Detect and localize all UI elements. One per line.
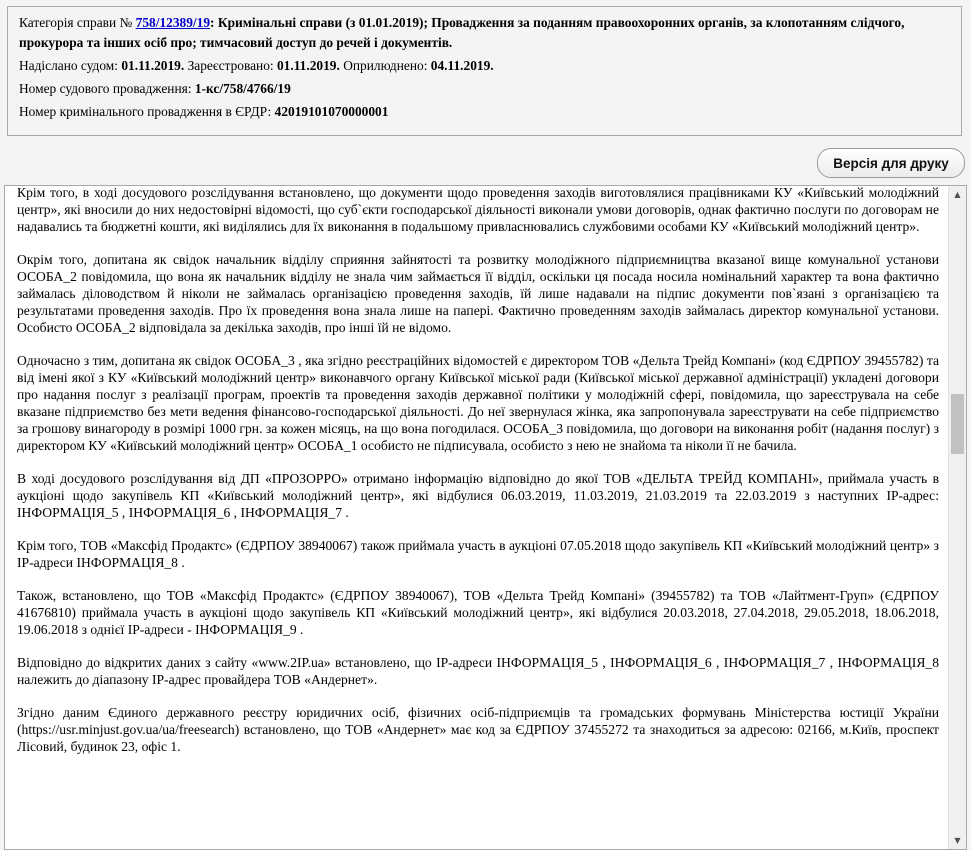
document-text	[17, 186, 939, 771]
sent-label: Надіслано судом:	[19, 58, 122, 73]
paragraph: В ході досудового розслідування від ДП «ПРОЗОРРО» отримано інформацію відповідно до якої ТОВ «ДЕЛЬТА ТРЕЙД КОМПАНІ», приймала участь в аукціоні щодо закупівель КП «Київський молодіжний центр», які відбулися 06.03.2019, 11.03.2019, 21.03.2019 та 22.03.2019 з наступних IP-адрес: ІНФОРМАЦІЯ_5 , ІНФОРМАЦІЯ_6 , ІНФОРМАЦІЯ_7 .	[17, 471, 939, 520]
dates-line	[19, 56, 951, 76]
vertical-scrollbar[interactable]	[948, 186, 966, 849]
scroll-thumb[interactable]	[951, 394, 964, 454]
proceeding-line	[19, 79, 951, 99]
category-prefix: Категорія справи №	[19, 15, 136, 30]
published-label: Оприлюднено:	[339, 58, 431, 73]
paragraph: Крім того, ТОВ «Максфід Продактс» (ЄДРПОУ 38940067) також приймала участь в аукціоні 07.05.2018 щодо закупівель КП «Київський молодіжний центр» з IP-адреси ІНФОРМАЦІЯ_8 .	[17, 538, 939, 570]
proceeding-number: 1-кс/758/4766/19	[194, 81, 291, 96]
registered-label: Зареєстровано:	[184, 58, 277, 73]
registered-date: 01.11.2019.	[276, 58, 340, 73]
document-frame	[4, 185, 967, 850]
published-date: 04.11.2019.	[430, 58, 494, 73]
paragraph: Відповідно до відкритих даних з сайту «www.2IP.ua» встановлено, що IP-адреси ІНФОРМАЦІЯ_5 , ІНФОРМАЦІЯ_6 , ІНФОРМАЦІЯ_7 , ІНФОРМАЦІЯ_8 належить до діапазону IP-адрес провайдера ТОВ «Андернет».	[17, 655, 939, 687]
case-category-line	[19, 13, 951, 53]
print-version-button[interactable]: Версія для друку	[817, 148, 965, 178]
case-number-link[interactable]: 758/12389/19	[135, 15, 211, 30]
case-info-panel	[7, 6, 962, 136]
category-text: : Кримінальні справи (з 01.01.2019); Провадження за поданням правоохоронних органів, за клопотанням слідчого, прокурора та інших осіб про; тимчасовий доступ до речей і документів.	[19, 15, 905, 50]
scroll-down-arrow-icon[interactable]: ▼	[954, 836, 961, 845]
scroll-up-arrow-icon[interactable]: ▲	[954, 190, 961, 199]
erdr-line	[19, 102, 951, 122]
proceeding-label: Номер судового провадження:	[19, 81, 195, 96]
paragraph: Крім того, в ході досудового розслідування встановлено, що документи щодо проведення заходів виготовлялися працівниками КУ «Київський молодіжний центр», які вносили до них недостовірні відомості, що суб`єкти господарської діяльності виконали умови договорів, однак фактично послуги по договорам не надавались та бюджетні кошти, які виділялись для їх виконання в подальшому привласнювались службовими особами КУ «Київський молодіжний центр».	[17, 185, 939, 234]
erdr-number: 42019101070000001	[274, 104, 389, 119]
paragraph: Одночасно з тим, допитана як свідок ОСОБА_3 , яка згідно реєстраційних відомостей є директором ТОВ «Дельта Трейд Компані» (код ЄДРПОУ 39455782) та від імені якої з КУ «Київський молодіжний центр» виконавчого органу Київської міської ради (Київської міської державної адміністрації) укладені договори про надання послуг з реалізації програм, проектів та проведення заходів державної політики у молодіжній сфері, повідомила, що зареєструвала на себе вказане підприємство без мети ведення фінансово-господарської діяльності. До неї звернулася жінка, яка запропонувала зареєструвати на себе підприємство за грошову винагороду в розмірі 1000 грн. за кожен місяць, на що вона погодилася. ОСОБА_3 повідомила, що договори на виконання робіт (надання послуг) з директором КУ «Київський молодіжний центр» ОСОБА_1 особисто не підписувала, особисто з нею не знайома та ніколи її не бачила.	[17, 353, 939, 453]
paragraph: Згідно даним Єдиного державного реєстру юридичних осіб, фізичних осіб-підприємців та громадських формувань Міністерства юстиції України (https://usr.minjust.gov.ua/ua/freesearch) встановлено, що ТОВ «Андернет» має код за ЄДРПОУ 37455272 та знаходиться за адресою: 02166, м.Київ, проспект Лісовий, будинок 23, офіс 1.	[17, 705, 939, 754]
sent-date: 01.11.2019.	[121, 58, 185, 73]
paragraph: Також, встановлено, що ТОВ «Максфід Продактс» (ЄДРПОУ 38940067), ТОВ «Дельта Трейд Компані» (39455782) та ТОВ «Лайтмент-Груп» (ЄДРПОУ 41676810) приймала участь в аукціоні щодо закупівель КП «Київський молодіжний центр», які відбулися 20.03.2018, 27.04.2018, 29.05.2018, 18.06.2018, 19.06.2018 з однієї IP-адреси - ІНФОРМАЦІЯ_9 .	[17, 588, 939, 637]
paragraph: Окрім того, допитана як свідок начальник відділу сприяння зайнятості та розвитку молодіжного підприємництва вказаної вище комунальної установи ОСОБА_2 повідомила, що вона як начальник відділу не знала чим займається її відділ, оскільки ця посада носила номінальний характер та вона фактично займалась діловодством й ніколи не займалась організацією проведення заходів, їй лише надавали на підпис документи пов`язані з організацією та результатами проведення заходів. Про їх проведення вона знала лише на папері. Фактично проведенням заходів займалась директор комунальної установи. Особисто ОСОБА_2 відповідала за декілька заходів, про інші їй не відомо.	[17, 252, 939, 335]
erdr-label: Номер кримінального провадження в ЄРДР:	[19, 104, 275, 119]
